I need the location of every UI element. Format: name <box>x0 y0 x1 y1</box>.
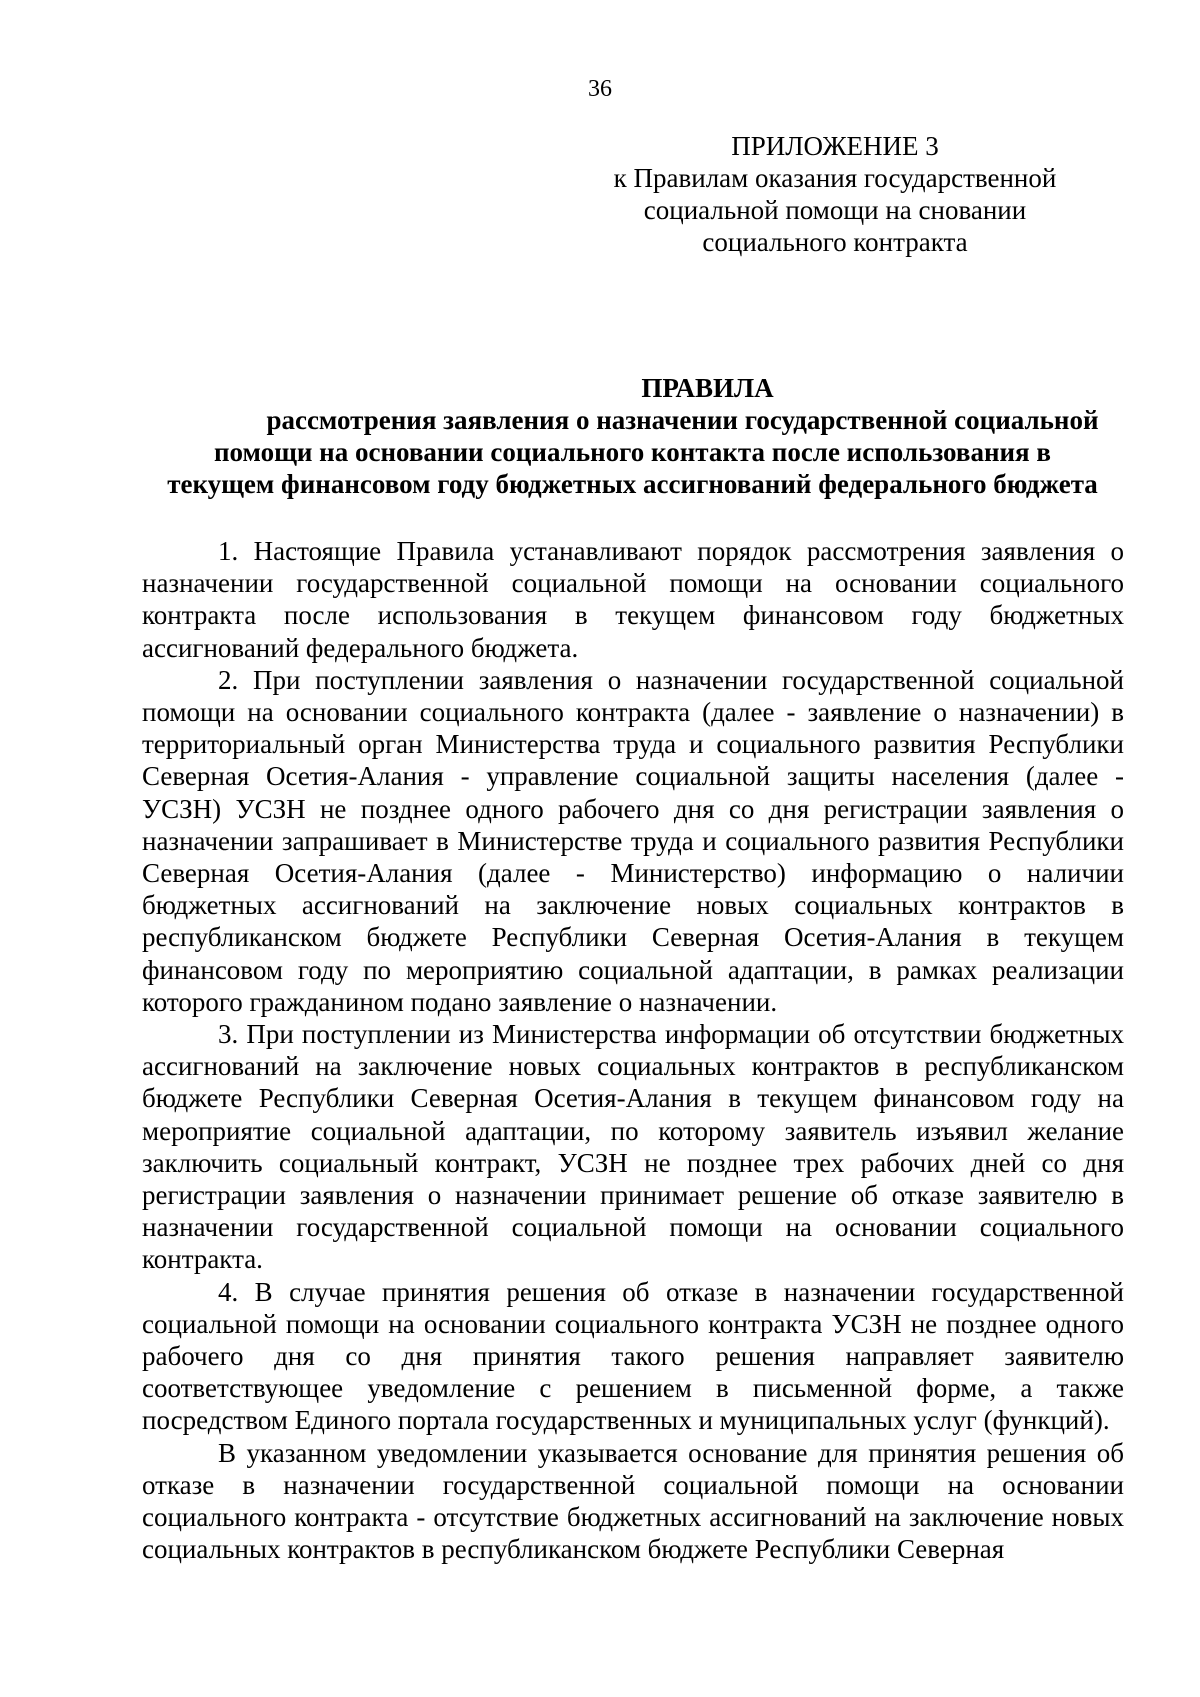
title-line: помощи на основании социального контакта после использования в <box>214 437 1051 467</box>
title-heading: ПРАВИЛА <box>641 373 774 403</box>
paragraph-2: 2. При поступлении заявления о назначении государственной социальной помощи на основании социального контракта (далее - заявление о назначении) в территориальный орган Министерства труда и социального развития Республики Северная Осетия-Алания - управление социальной защиты населения (далее - УСЗН) УСЗН не позднее одного рабочего дня со дня регистрации заявления о назначении запрашивает в Министерстве труда и социального развития Республики Северная Осетия-Алания (далее - Министерство) информацию о наличии бюджетных ассигнований на заключение новых социальных контрактов в республиканском бюджете Республики Северная Осетия-Алания в текущем финансовом году по мероприятию социальной адаптации, в рамках реализации которого гражданином подано заявление о назначении. <box>142 664 1124 1017</box>
title-line: текущем финансовом году бюджетных ассигнований федерального бюджета <box>167 469 1098 499</box>
document-title <box>140 372 1125 500</box>
paragraph-3: 3. При поступлении из Министерства информации об отсутствии бюджетных ассигнований на заключение новых социальных контрактов в республиканском бюджете Республики Северная Осетия-Алания в текущем финансовом году на мероприятие социальной адаптации, по которому заявитель изъявил желание заключить социальный контракт, УСЗН не позднее трех рабочих дней со дня регистрации заявления о назначении принимает решение об отказе заявителю в назначении государственной социальной помощи на основании социального контракта. <box>142 1019 1124 1275</box>
appendix-line: ПРИЛОЖЕНИЕ 3 <box>731 131 939 161</box>
paragraph-5: В указанном уведомлении указывается основание для принятия решения об отказе в назначении государственной социальной помощи на основании социального контракта - отсутствие бюджетных ассигнований на заключение новых социальных контрактов в республиканском бюджете Республики Северная <box>142 1437 1124 1565</box>
appendix-line: социальной помощи на сновании <box>643 195 1027 225</box>
paragraph-1: 1. Настоящие Правила устанавливают порядок рассмотрения заявления о назначении государственной социальной помощи на основании социального контракта после использования в текущем финансовом году бюджетных ассигнований федерального бюджета. <box>142 536 1124 663</box>
page-number: 36 <box>588 76 612 102</box>
paragraph-4: 4. В случае принятия решения об отказе в назначении государственной социальной помощи на основании социального контракта УСЗН не позднее одного рабочего дня со дня принятия такого решения направляет заявителю соответствующее уведомление с решением в письменной форме, а также посредством Единого портала государственных и муниципальных услуг (функций). <box>142 1276 1124 1436</box>
appendix-line: социального контракта <box>702 227 968 257</box>
appendix-line: к Правилам оказания государственной <box>613 163 1057 193</box>
document-body <box>142 535 1124 1566</box>
title-line: рассмотрения заявления о назначении государственной социальной <box>266 405 1099 435</box>
appendix-header <box>600 130 1070 258</box>
